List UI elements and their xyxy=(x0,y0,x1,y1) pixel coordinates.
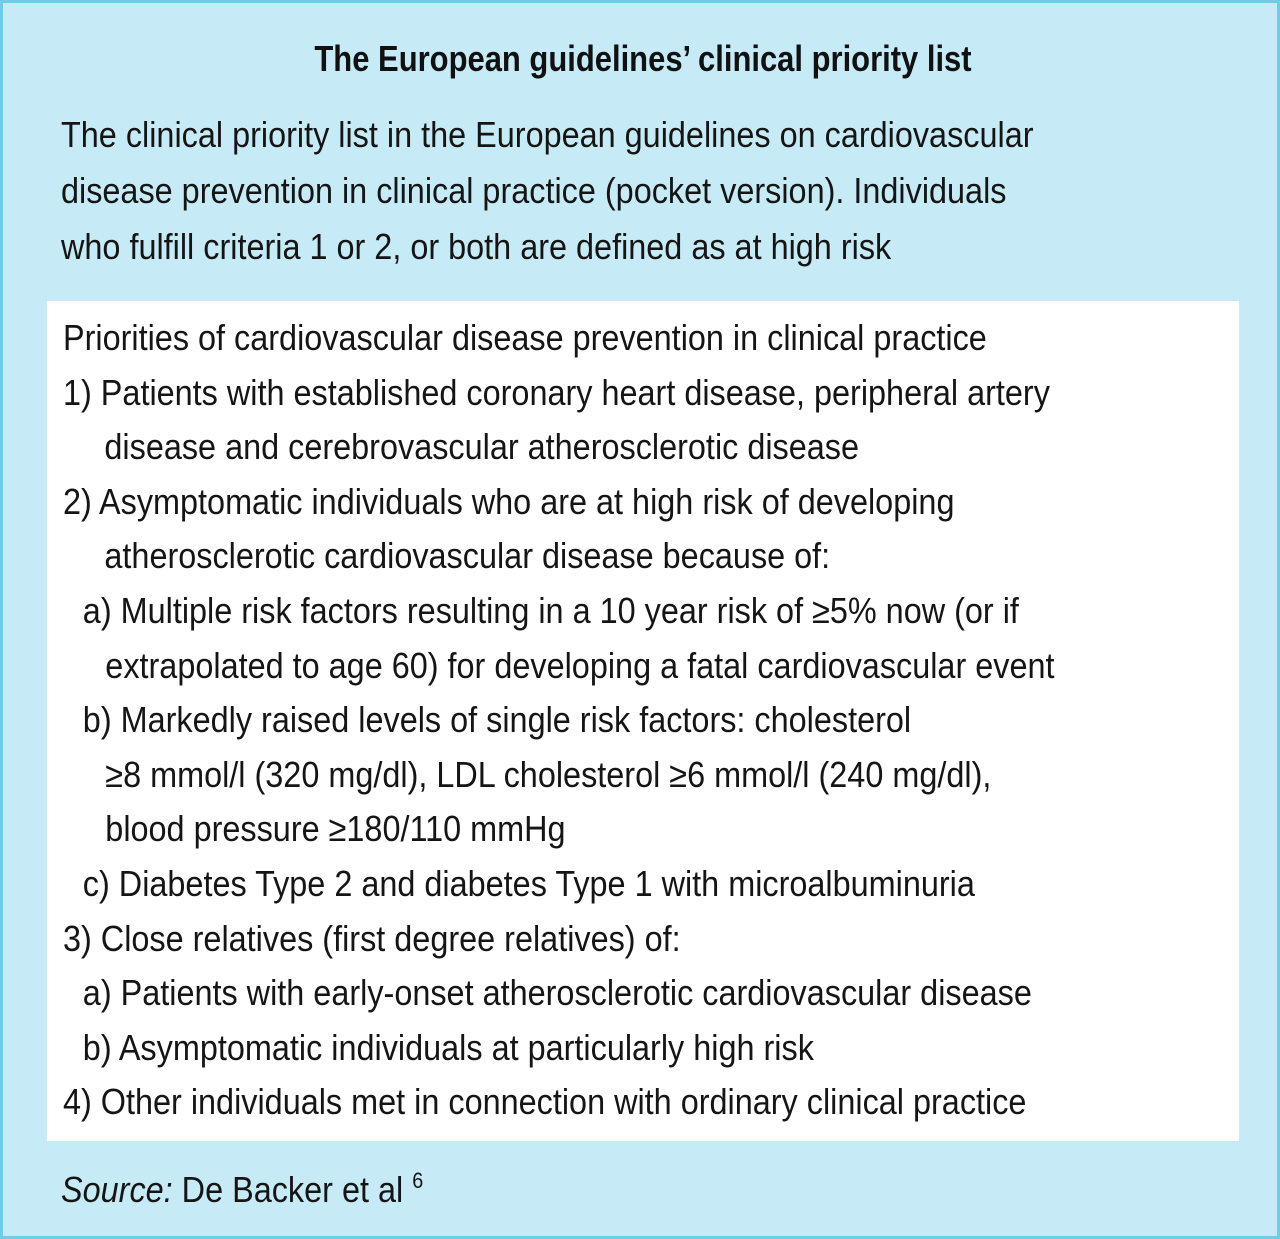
list-subitem-2c: c) Diabetes Type 2 and diabetes Type 1 with microalbuminuria xyxy=(82,862,975,904)
list-subitem-2a-continued: extrapolated to age 60) for developing a fatal cardiovascular event xyxy=(105,644,1055,686)
source-text: De Backer et al xyxy=(181,1169,404,1210)
priority-list xyxy=(63,311,1260,1130)
list-item-4: 4) Other individuals met in connection with ordinary clinical practice xyxy=(63,1081,1027,1123)
list-item-2-continued: atherosclerotic cardiovascular disease because of: xyxy=(104,535,831,577)
intro-line: disease prevention in clinical practice (pocket version). Individuals xyxy=(61,170,1007,211)
list-subitem-3a: a) Patients with early-onset atherosclerotic cardiovascular disease xyxy=(82,972,1032,1014)
intro-line: who fulfill criteria 1 or 2, or both are defined as at high risk xyxy=(61,226,892,267)
list-item-1: 1) Patients with established coronary heart disease, peripheral artery xyxy=(63,371,1050,413)
intro-line: The clinical priority list in the European guidelines on cardiovascular xyxy=(61,114,1034,155)
reference-number: 6 xyxy=(412,1168,424,1193)
list-item-1-continued: disease and cerebrovascular atherosclerotic disease xyxy=(104,426,860,468)
list-item-3: 3) Close relatives (first degree relatives) of: xyxy=(63,917,681,959)
list-subitem-2b-continued: ≥8 mmol/l (320 mg/dl), LDL cholesterol ≥6 mmol/l (240 mg/dl), xyxy=(105,753,992,795)
priority-list-box xyxy=(47,301,1239,1141)
source-citation xyxy=(61,1166,871,1214)
intro-text xyxy=(61,107,1222,275)
list-item-2: 2) Asymptomatic individuals who are at high risk of developing xyxy=(63,480,955,522)
list-subitem-3b: b) Asymptomatic individuals at particularly high risk xyxy=(82,1026,814,1068)
list-subitem-2b-continued: blood pressure ≥180/110 mmHg xyxy=(105,808,566,850)
source-label: Source: xyxy=(61,1169,173,1210)
list-subitem-2b: b) Markedly raised levels of single risk factors: cholesterol xyxy=(82,699,912,741)
list-subitem-2a: a) Multiple risk factors resulting in a 10 year risk of ≥5% now (or if xyxy=(82,589,1019,631)
panel-title: The European guidelines’ clinical priority list xyxy=(314,38,972,79)
priority-list-heading: Priorities of cardiovascular disease prevention in clinical practice xyxy=(63,317,987,358)
